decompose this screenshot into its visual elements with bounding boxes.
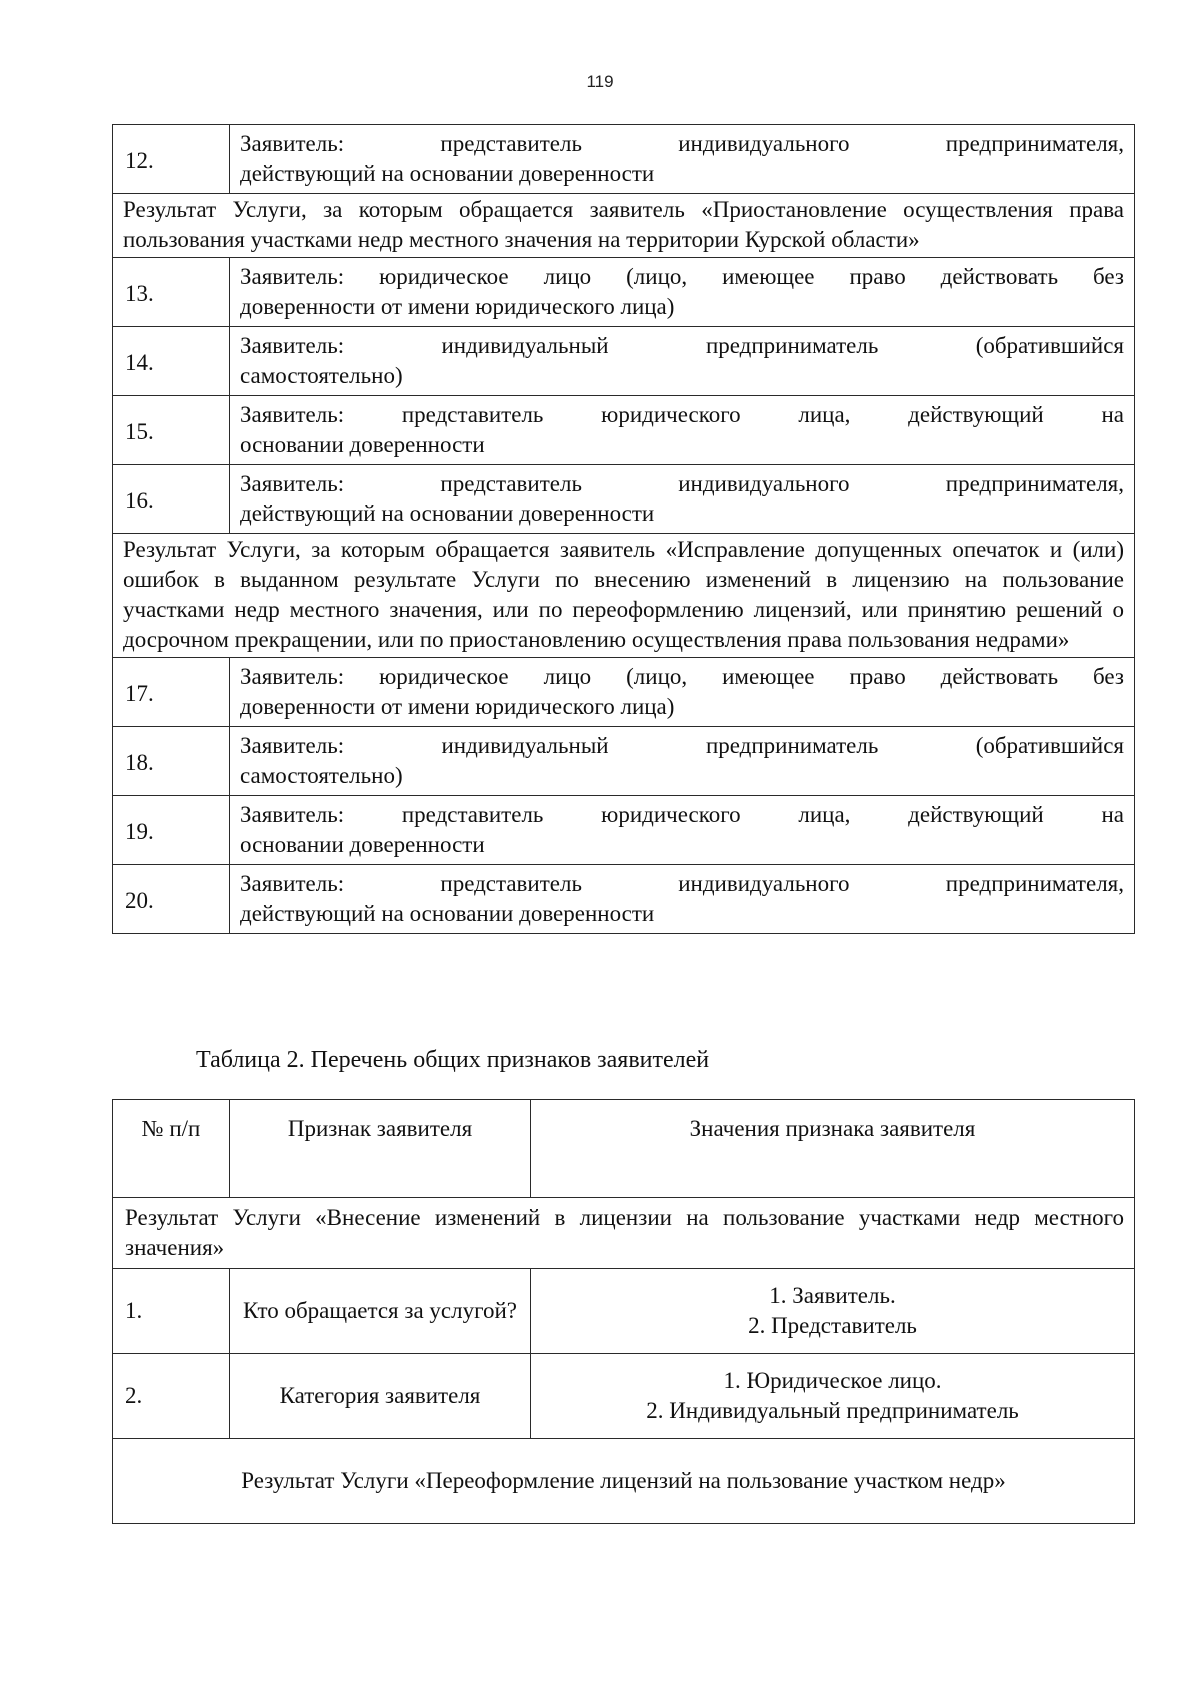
row-number: 15. [113, 396, 230, 465]
applicant-features-table [112, 1099, 1135, 1524]
row-number: 19. [113, 796, 230, 865]
result-band: Результат Услуги, за которым обращается заявитель «Исправление допущенных опечаток и (или) ошибок в выданном результате Услуги по внесению изменений в лицензию на пользование участками недр местного значения, или по переоформлению лицензий, или принятию решений о досрочном прекращении, или по приостановлению осуществления права пользования недрами» [113, 534, 1135, 658]
row-number: 14. [113, 327, 230, 396]
row-number: 12. [113, 125, 230, 194]
result-band: Результат Услуги «Внесение изменений в лицензии на пользование участками недр местного значения» [113, 1198, 1135, 1269]
row-text-line: действующий на основании доверенности [240, 161, 655, 186]
table-row [113, 727, 1135, 796]
result-band-row [113, 1439, 1135, 1524]
row-value: 2. Представитель [748, 1313, 917, 1338]
row-text-line: Заявитель: индивидуальный предприниматель (обратившийся [240, 333, 1124, 358]
row-applicant-text [230, 396, 1135, 465]
applicants-table [112, 124, 1135, 934]
row-text-line: Заявитель: представитель индивидуального предпринимателя, [240, 471, 1124, 496]
row-text-line: доверенности от имени юридического лица) [240, 694, 675, 719]
row-number: 18. [113, 727, 230, 796]
header-number: № п/п [113, 1100, 230, 1198]
result-band-row [113, 534, 1135, 658]
row-value: 1. Заявитель. [769, 1283, 896, 1308]
row-text-line: Заявитель: индивидуальный предприниматель (обратившийся [240, 733, 1124, 758]
table-row [113, 1269, 1135, 1354]
header-values: Значения признака заявителя [531, 1100, 1135, 1198]
row-text-line: основании доверенности [240, 432, 485, 457]
row-applicant-text [230, 727, 1135, 796]
result-band: Результат Услуги, за которым обращается заявитель «Приостановление осуществления права пользования участками недр местного значения на территории Курской области» [113, 194, 1135, 258]
table-row [113, 465, 1135, 534]
row-feature: Кто обращается за услугой? [230, 1269, 531, 1354]
row-text-line: самостоятельно) [240, 363, 403, 388]
row-value: 1. Юридическое лицо. [723, 1368, 942, 1393]
result-band: Результат Услуги «Переоформление лицензий на пользование участком недр» [113, 1439, 1135, 1524]
row-applicant-text [230, 327, 1135, 396]
table-row [113, 258, 1135, 327]
table-row [113, 658, 1135, 727]
row-text-line: Заявитель: юридическое лицо (лицо, имеющее право действовать без [240, 664, 1124, 689]
row-text-line: Заявитель: представитель индивидуального предпринимателя, [240, 131, 1124, 156]
row-value: 2. Индивидуальный предприниматель [646, 1398, 1019, 1423]
row-applicant-text [230, 796, 1135, 865]
row-values [531, 1354, 1135, 1439]
row-text-line: Заявитель: представитель юридического лица, действующий на [240, 802, 1124, 827]
row-applicant-text [230, 658, 1135, 727]
row-applicant-text [230, 125, 1135, 194]
row-number: 1. [113, 1269, 230, 1354]
row-text-line: Заявитель: представитель индивидуального предпринимателя, [240, 871, 1124, 896]
table-2-title: Таблица 2. Перечень общих признаков заявителей [196, 1047, 710, 1073]
row-number: 17. [113, 658, 230, 727]
row-applicant-text [230, 865, 1135, 934]
table-row [113, 796, 1135, 865]
table-row [113, 396, 1135, 465]
table-row [113, 1354, 1135, 1439]
table-row [113, 327, 1135, 396]
row-text-line: действующий на основании доверенности [240, 501, 655, 526]
result-band-row [113, 194, 1135, 258]
row-applicant-text [230, 258, 1135, 327]
row-feature: Категория заявителя [230, 1354, 531, 1439]
row-text-line: действующий на основании доверенности [240, 901, 655, 926]
row-text-line: Заявитель: представитель юридического лица, действующий на [240, 402, 1124, 427]
row-text-line: основании доверенности [240, 832, 485, 857]
table-header-row [113, 1100, 1135, 1198]
applicants-table-body [113, 125, 1135, 934]
result-band-row [113, 1198, 1135, 1269]
row-number: 16. [113, 465, 230, 534]
row-number: 13. [113, 258, 230, 327]
header-feature: Признак заявителя [230, 1100, 531, 1198]
row-applicant-text [230, 465, 1135, 534]
row-number: 20. [113, 865, 230, 934]
row-number: 2. [113, 1354, 230, 1439]
row-text-line: доверенности от имени юридического лица) [240, 294, 675, 319]
row-values [531, 1269, 1135, 1354]
row-text-line: самостоятельно) [240, 763, 403, 788]
table-row [113, 865, 1135, 934]
row-text-line: Заявитель: юридическое лицо (лицо, имеющее право действовать без [240, 264, 1124, 289]
page-number: 119 [586, 72, 614, 91]
table-row [113, 125, 1135, 194]
